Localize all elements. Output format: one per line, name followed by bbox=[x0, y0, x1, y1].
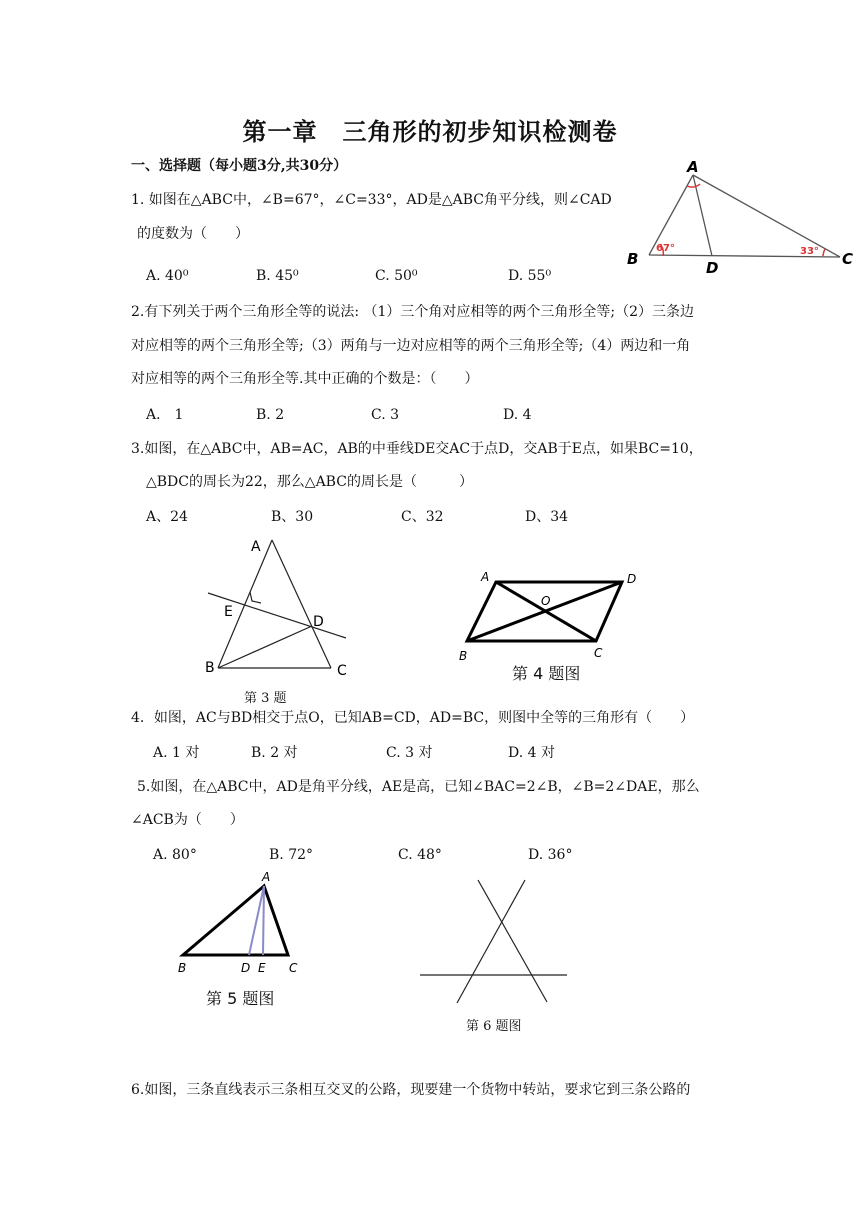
q1-option-d: D. 55⁰ bbox=[508, 268, 552, 284]
q3-option-b: B、30 bbox=[271, 509, 314, 525]
q3-label-c: C bbox=[337, 663, 347, 679]
q5-option-d: D. 36° bbox=[528, 847, 573, 863]
q1-angle-b-label: 67° bbox=[656, 243, 675, 254]
q3-stem-line1: 3.如图，在△ABC中，AB=AC，AB的中垂线DE交AC于点D，交AB于E点，如果BC=10， bbox=[131, 441, 703, 457]
q3-label-b: B bbox=[205, 660, 215, 676]
q3-option-d: D、34 bbox=[525, 509, 569, 525]
q2-stem-line1: 2.有下列关于两个三角形全等的说法: （1）三个角对应相等的两个三角形全等;（2）三条边 bbox=[131, 304, 695, 320]
q1-label-b: B bbox=[627, 250, 639, 268]
q3-stem-line2: △BDC的周长为22，那么△ABC的周长是（ ） bbox=[146, 474, 473, 490]
q4-label-o: O bbox=[541, 594, 551, 608]
q3-label-a: A bbox=[251, 539, 261, 555]
q5-stem-line1: 5.如图，在△ABC中，AD是角平分线，AE是高，已知∠BAC=2∠B，∠B=2∠DAE，那么 bbox=[137, 779, 700, 795]
q1-label-a: A bbox=[687, 158, 699, 176]
q3-option-a: A、24 bbox=[146, 509, 188, 525]
q3-option-c: C、32 bbox=[401, 509, 444, 525]
q2-option-d: D. 4 bbox=[503, 407, 532, 423]
q1-stem-line1: 1. 如图在△ABC中，∠B=67°，∠C=33°，AD是△ABC角平分线，则∠CAD bbox=[131, 192, 612, 208]
q4-option-c: C. 3 对 bbox=[386, 745, 433, 761]
q1-option-a: A. 40⁰ bbox=[146, 268, 189, 284]
q4-option-b: B. 2 对 bbox=[251, 745, 298, 761]
q1-stem-line2: 的度数为（ ） bbox=[137, 226, 249, 242]
q4-option-a: A. 1 对 bbox=[153, 745, 200, 761]
q4-parallelogram-figure bbox=[455, 565, 645, 675]
q4-figure-caption: 第 4 题图 bbox=[512, 664, 581, 683]
q5-label-a: A bbox=[262, 870, 271, 884]
q4-stem-line1: 4．如图，AC与BD相交于点O，已知AB=CD，AD=BC，则图中全等的三角形有（ ） bbox=[131, 710, 695, 726]
page-title: 第一章 三角形的初步知识检测卷 bbox=[242, 118, 618, 146]
q5-stem-line2: ∠ACB为（ ） bbox=[131, 812, 244, 828]
q2-option-c: C. 3 bbox=[371, 407, 400, 423]
q1-triangle-figure bbox=[620, 155, 860, 277]
q6-stem-line1: 6.如图，三条直线表示三条相互交叉的公路，现要建一个货物中转站，要求它到三条公路的 bbox=[131, 1082, 691, 1098]
q4-option-d: D. 4 对 bbox=[508, 745, 555, 761]
q6-figure-caption: 第 6 题图 bbox=[466, 1019, 522, 1034]
q1-option-c: C. 50⁰ bbox=[375, 268, 418, 284]
q1-option-b: B. 45⁰ bbox=[256, 268, 299, 284]
q1-angle-c-label: 33° bbox=[800, 246, 819, 257]
q5-option-b: B. 72° bbox=[269, 847, 314, 863]
q3-label-d: D bbox=[313, 614, 324, 630]
section-heading: 一、选择题（每小题3分,共30分） bbox=[131, 158, 348, 174]
q4-label-d: D bbox=[627, 572, 637, 586]
q4-label-b: B bbox=[459, 649, 468, 663]
q5-label-d: D bbox=[241, 961, 251, 975]
q2-stem-line2: 对应相等的两个三角形全等;（3）两角与一边对应相等的两个三角形全等;（4）两边和一角 bbox=[131, 338, 691, 354]
q5-option-a: A. 80° bbox=[153, 847, 197, 863]
q4-label-a: A bbox=[481, 570, 490, 584]
q3-figure-caption: 第 3 题 bbox=[244, 691, 287, 706]
q5-label-e: E bbox=[258, 961, 266, 975]
q5-figure-caption: 第 5 题图 bbox=[206, 989, 275, 1008]
q3-label-e: E bbox=[224, 604, 233, 620]
q3-triangle-figure bbox=[200, 535, 360, 680]
q5-option-c: C. 48° bbox=[398, 847, 442, 863]
q4-label-c: C bbox=[594, 646, 603, 660]
q1-label-d: D bbox=[706, 259, 719, 277]
q5-label-b: B bbox=[178, 961, 187, 975]
q2-stem-line3: 对应相等的两个三角形全等.其中正确的个数是：（ ） bbox=[131, 371, 479, 387]
q1-label-c: C bbox=[842, 250, 854, 268]
q2-option-b: B. 2 bbox=[256, 407, 285, 423]
q2-option-a: A． 1 bbox=[146, 407, 184, 423]
q6-three-lines-figure bbox=[415, 875, 575, 1010]
q5-triangle-figure bbox=[170, 868, 310, 978]
q5-label-c: C bbox=[289, 961, 298, 975]
